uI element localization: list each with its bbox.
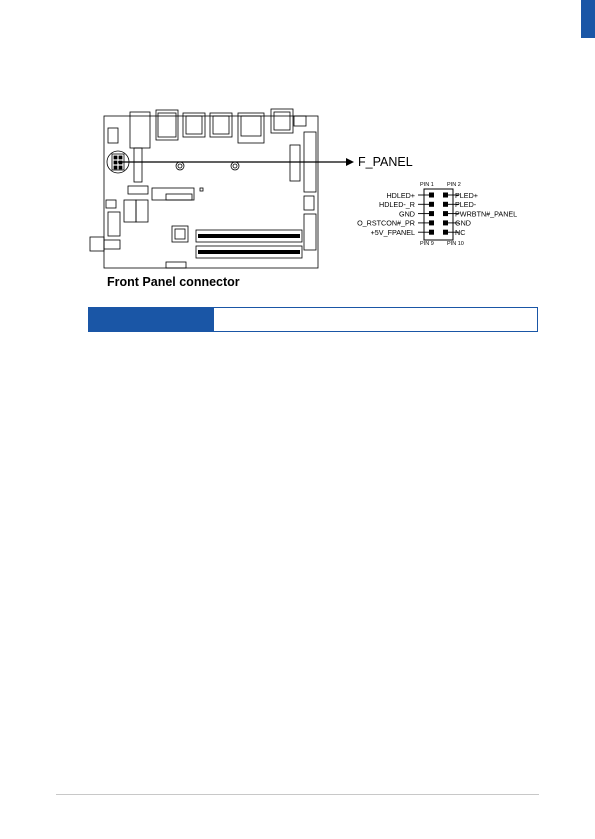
pin-right xyxy=(443,211,448,216)
motherboard-illustration xyxy=(90,109,318,268)
pin-right xyxy=(443,230,448,235)
pin1-label: PIN 1 xyxy=(420,182,434,188)
pin-left xyxy=(429,202,434,207)
pin-left xyxy=(429,193,434,198)
pin-label-right: PLED+ xyxy=(455,190,478,200)
diagram-caption: Front Panel connector xyxy=(107,275,240,289)
pin2-label: PIN 2 xyxy=(447,182,461,188)
connector-name: F_PANEL xyxy=(358,155,413,169)
pin-left xyxy=(429,230,434,235)
pin-label-right: PLED- xyxy=(455,200,477,210)
pin-left xyxy=(429,220,434,225)
front-panel-diagram xyxy=(0,0,595,300)
pin-label-left: O_RSTCON#_PR xyxy=(357,218,415,228)
info-bar xyxy=(88,307,538,332)
footer-divider xyxy=(56,794,539,795)
pin-label-left: GND xyxy=(399,209,415,219)
pin-label-right: PWRBTN#_PANEL xyxy=(455,209,518,219)
pin-label-right: GND xyxy=(455,218,471,228)
pin-label-left: HDLED-_R xyxy=(379,200,415,210)
pin-label-left: +5V_FPANEL xyxy=(370,228,415,237)
pin-right xyxy=(443,220,448,225)
info-bar-label-cell xyxy=(89,308,214,331)
pin-right xyxy=(443,193,448,198)
pin-right xyxy=(443,202,448,207)
pin9-label: PIN 9 xyxy=(420,241,434,247)
pin10-label: PIN 10 xyxy=(447,241,464,247)
pin-label-right: NC xyxy=(455,228,466,237)
info-bar-content-cell xyxy=(214,308,537,331)
pin-label-left: HDLED+ xyxy=(386,190,415,200)
pin-left xyxy=(429,211,434,216)
